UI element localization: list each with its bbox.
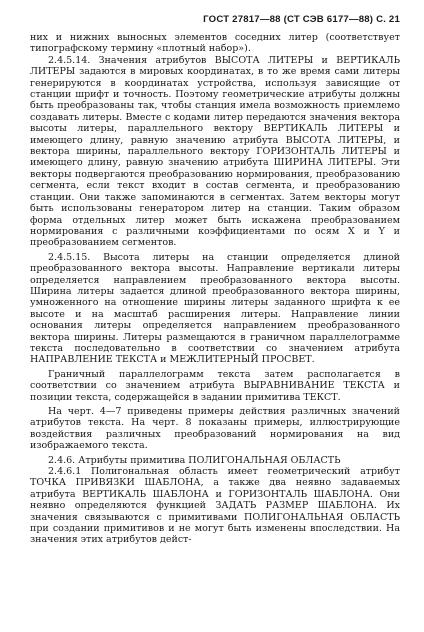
section-heading-2-4-6: 2.4.6. Атрибуты примитива ПОЛИГОНАЛЬНАЯ ОБЛАСТЬ xyxy=(48,454,341,466)
paragraph-2-4-5-14: 2.4.5.14. Значения атрибутов ВЫСОТА ЛИТЕРЫ и ВЕРТИКАЛЬ ЛИТЕРЫ задаются в мировых координатах, в то же время сами литеры генерируются в координатах устройства, используя зависящие от станции шрифт и точность. Поэтому геометрические атрибуты должны быть преобразованы так, чтобы станция имела возможность приемлемо создавать литеры. Вместе с кодами литер передаются значения вектора высоты литеры, параллельного вектору ВЕРТИКАЛЬ ЛИТЕРЫ и имеющего длину, равную значению атрибута ВЫСОТА ЛИТЕРЫ, и вектора ширины, параллельного вектору ГОРИЗОНТАЛЬ ЛИТЕРЫ и имеющего длину, равную значению атрибута ШИРИНА ЛИТЕРЫ. Эти векторы подвергаются преобразованию нормирования, преобразованию сегмента, если текст входит в состав сегмента, и преобразованию станции. Они также запоминаются в сегментах. Затем векторы могут быть использованы генератором литер на станции. Таким образом форма отдельных литер может быть искажена преобразованием нормирования с различными коэффициентами по осям X и Y и преобразованием сегментов. xyxy=(30,54,400,249)
paragraph-2-4-5-15: 2.4.5.15. Высота литеры на станции определяется длиной преобразованного вектора высоты. Направление вертикали литеры определяется направлением преобразованного вектора высоты. Ширина литеры задается длиной преобразованного вектора ширины, умноженного на отношение ширины литеры заданного шрифта к ее высоте и на масштаб расширения литеры. Направление линии основания литеры определяется направлением преобразованного вектора ширины. Литеры размещаются в граничном параллелограмме текста последовательно в соответствии со значением атрибута НАПРАВЛЕНИЕ ТЕКСТА и МЕЖЛИТЕРНЫЙ ПРОСВЕТ. xyxy=(30,251,400,366)
paragraph-2-4-6-1: 2.4.6.1 Полигональная область имеет геометрический атрибут ТОЧКА ПРИВЯЗКИ ШАБЛОНА, а также два неявно задаваемых атрибута ВЕРТИКАЛЬ ШАБЛОНА и ГОРИЗОНТАЛЬ ШАБЛОНА. Они неявно определяются функцией ЗАДАТЬ РАЗМЕР ШАБЛОНА. Их значения связываются с примитивами ПОЛИГОНАЛЬНАЯ ОБЛАСТЬ при создании примитивов и не могут быть изменены впоследствии. На значения этих атрибутов дейст- xyxy=(30,466,400,546)
paragraph-drawings-reference: На черт. 4—7 приведены примеры действия различных значений атрибутов текста. На черт. 8 показаны примеры, иллюстрирующие воздействия различных преобразований нормирования на вид изображаемого текста. xyxy=(30,406,400,452)
document-body xyxy=(30,32,400,546)
paragraph-bounding-parallelogram: Граничный параллелограмм текста затем располагается в соответствии со значением атрибута ВЫРАВНИВАНИЕ ТЕКСТА и позиции текста, содержащейся в задании примитива ТЕКСТ. xyxy=(30,368,400,403)
page-header: ГОСТ 27817—88 (СТ СЭВ 6177—88) С. 21 xyxy=(203,14,400,25)
paragraph-continuation: них и нижних выносных элементов соседних литер (соответствует типографскому термину «плотный набор»). xyxy=(30,32,400,55)
